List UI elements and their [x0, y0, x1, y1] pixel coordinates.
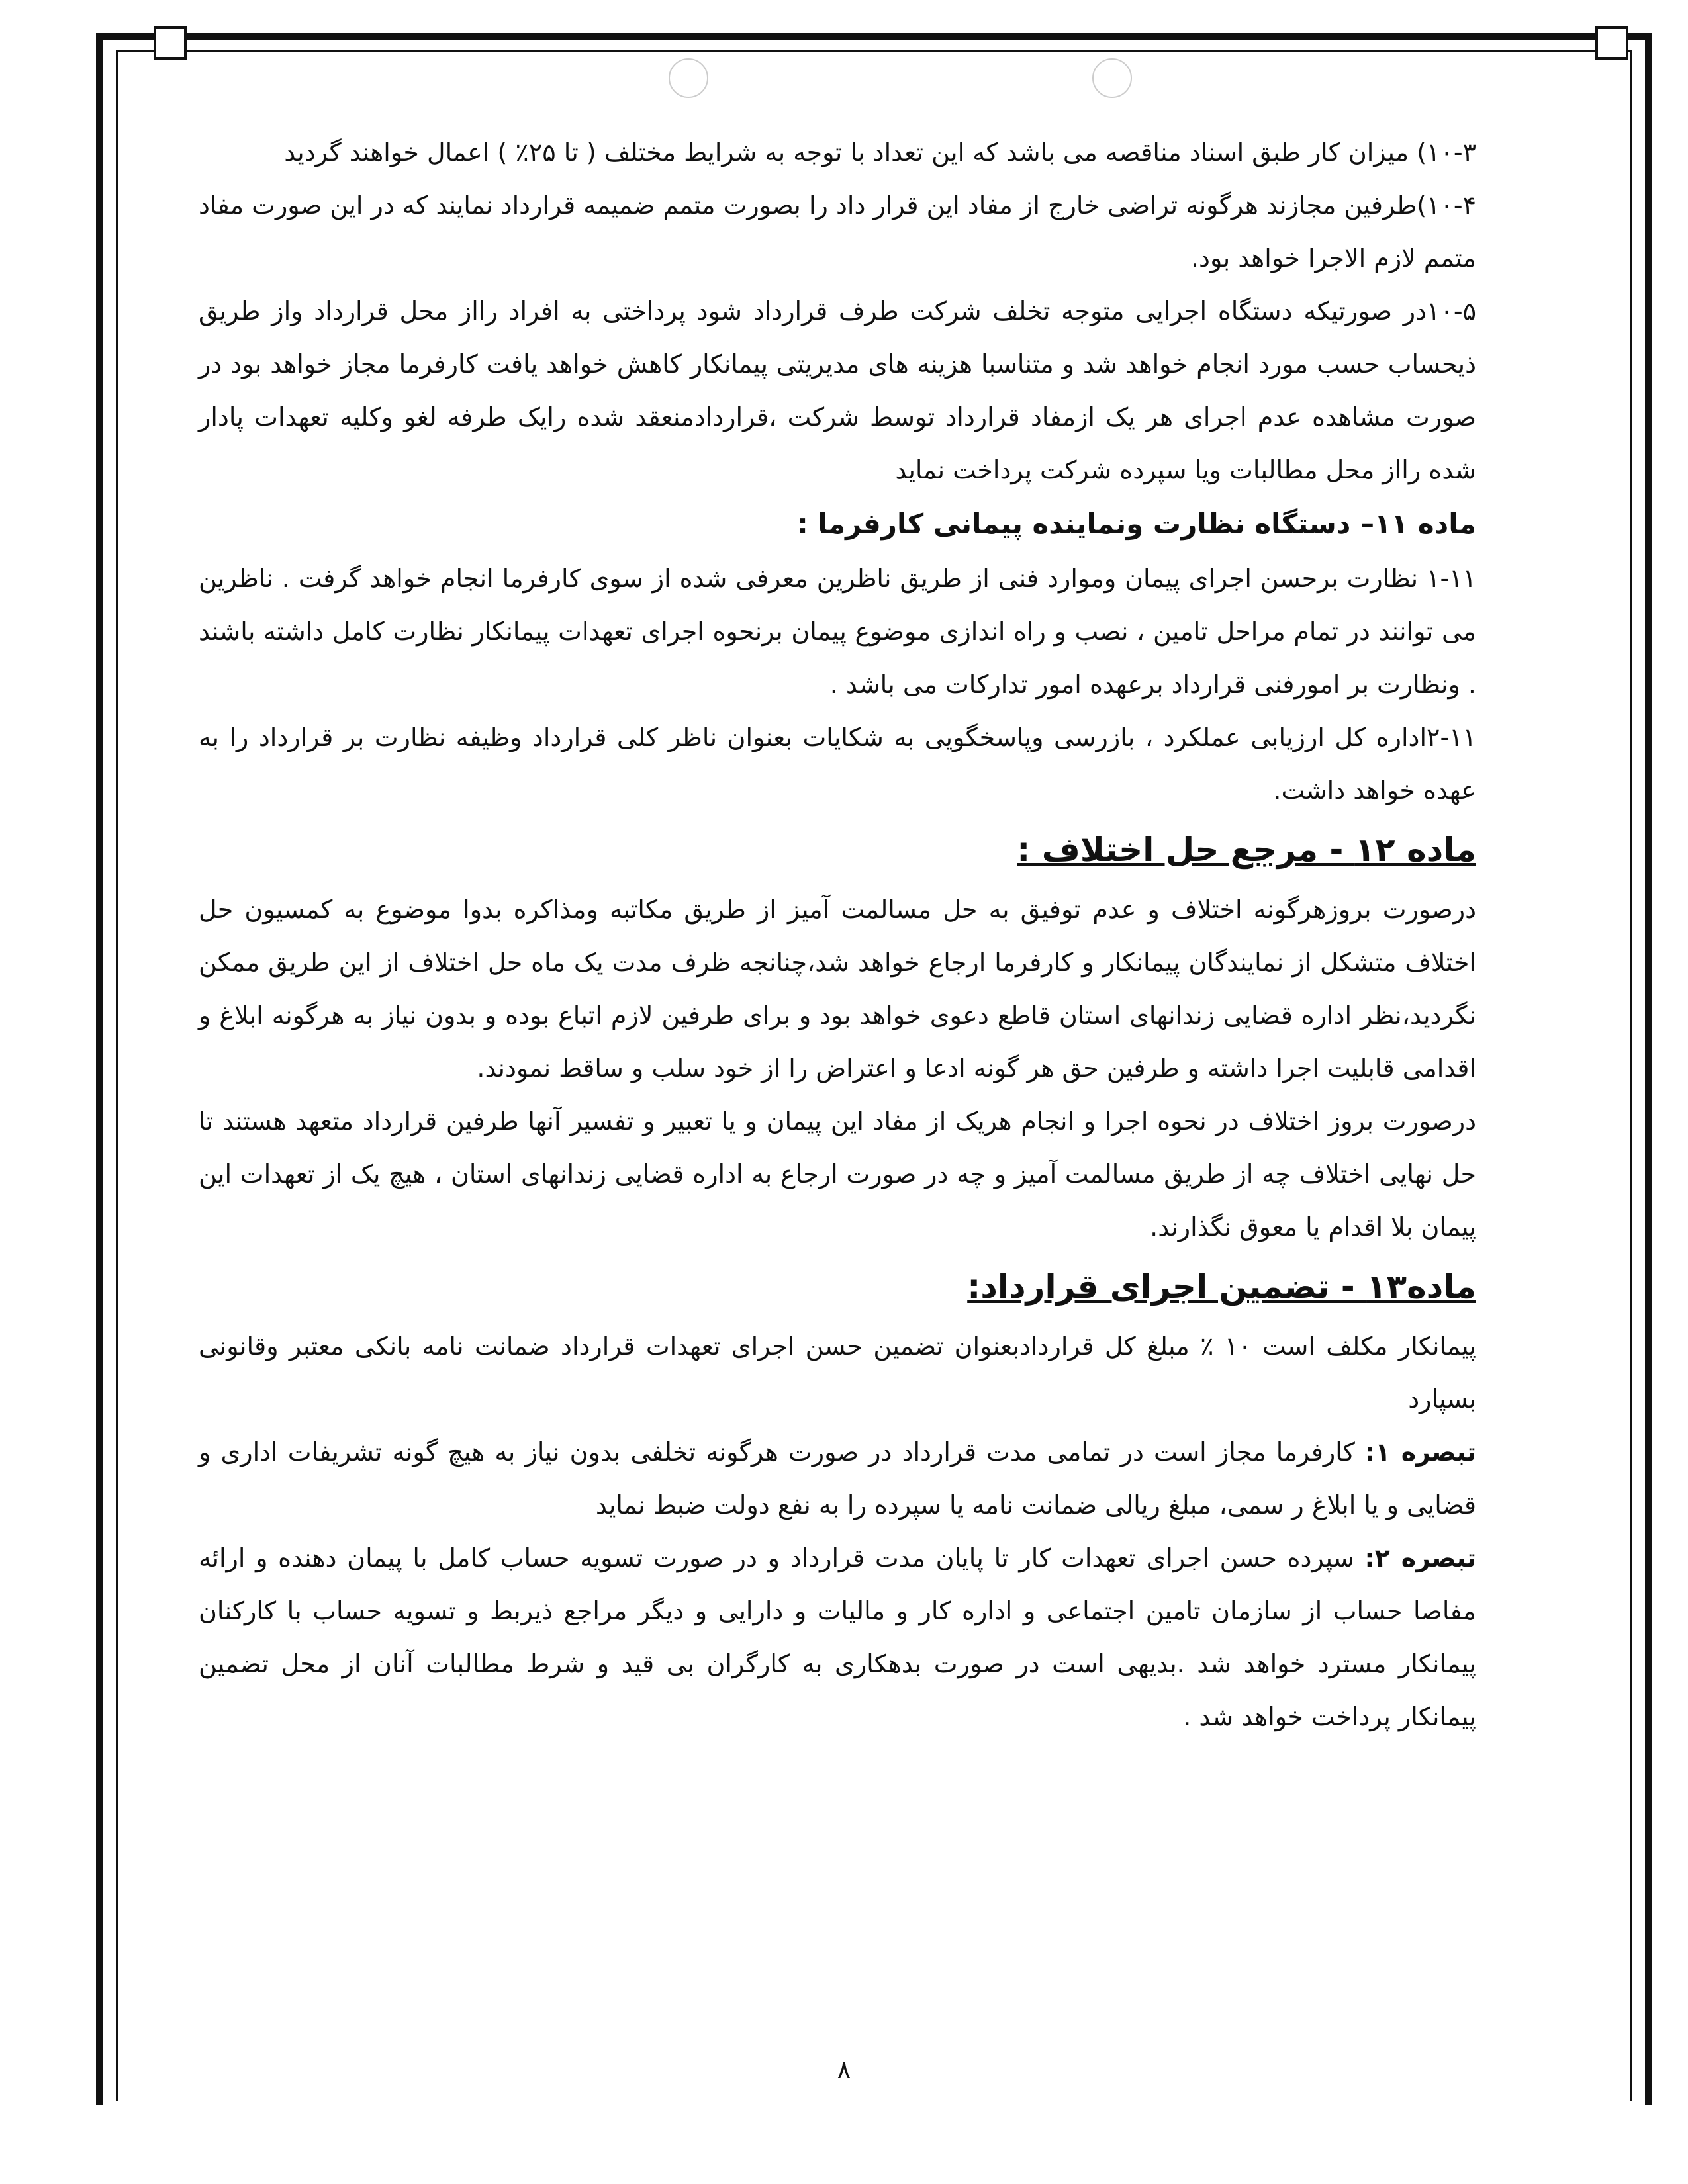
article-12-heading: ماده ۱۲ - مرجع حل اختلاف : [1017, 831, 1476, 869]
article-11-heading: ماده ۱۱– دستگاه نظارت ونماینده پیمانی کارفرما : [796, 508, 1476, 540]
article-12-paragraph-2: درصورت بروز اختلاف در نحوه اجرا و انجام هریک از مفاد این پیمان و یا تعبیر و تفسیر آنها طرفین قرارداد متعهد هستند تا حل نهایی اختلاف چه از طریق مسالمت آمیز و چه در صورت ارجاع به اداره قضایی زندانهای استان ، هیچ یک از تعهدات این پیمان بلا اقدام یا معوق نگذارند. [199, 1107, 1476, 1242]
punch-hole [1092, 58, 1132, 98]
punch-hole [669, 58, 708, 98]
clause-11-1: ۱-۱۱ نظارت برحسن اجرای پیمان وموارد فنی از طریق ناظرین معرفی شده از سوی کارفرما انجام خواهد گرفت . ناظرین می توانند در تمام مراحل تامین ، نصب و راه اندازی موضوع پیمان برنحوه اجرای تعهدات پیمانکار نظارت کامل داشته باشند . ونظارت بر امورفنی قرارداد برعهده امور تدارکات می باشد . [199, 564, 1476, 699]
note-1-text: کارفرما مجاز است در تمامی مدت قرارداد در صورت هرگونه تخلفی بدون نیاز به هیچ گونه تشریفات اداری و قضایی و یا ابلاغ ر سمی، مبلغ ریالی ضمانت نامه یا سپرده را به نفع دولت ضبط نماید [199, 1437, 1476, 1520]
document-body [199, 126, 1476, 1743]
note-1-label: تبصره ۱: [1365, 1437, 1476, 1467]
article-13-paragraph-1: پیمانکار مکلف است ۱۰ ٪ مبلغ کل قراردادبعنوان تضمین حسن اجرای تعهدات قرارداد ضمانت نامه بانکی معتبر وقانونی بسپارد [199, 1332, 1476, 1414]
page-number: ۸ [837, 2055, 851, 2084]
note-1 [199, 1426, 1476, 1531]
note-2-text: سپرده حسن اجرای تعهدات کار تا پایان مدت قرارداد و در صورت تسویه حساب کامل با پیمان دهنده و ارائه مفاصا حساب از سازمان تامین اجتماعی و اداره کار و مالیات و دارایی و دیگر مراجع ذیربط و تسویه حساب با کارکنان پیمانکار مسترد خواهد شد .بدیهی است در صورت بدهکاری به کارگران بی قید و شرط مطالبات آنان از محل تضمین پیمانکار پرداخت خواهد شد . [199, 1543, 1476, 1731]
border-corner-ornament [154, 26, 187, 60]
note-2 [199, 1531, 1476, 1743]
border-corner-ornament [1595, 26, 1628, 60]
clause-10-4: ۱۰-۴)طرفین مجازند هرگونه تراضی خارج از مفاد این قرار داد را بصورت متمم ضمیمه قرارداد نمایند که در این صورت مفاد متمم لازم الاجرا خواهد بود. [199, 191, 1476, 273]
clause-10-5: ۱۰-۵در صورتیکه دستگاه اجرایی متوجه تخلف شرکت طرف قرارداد شود پرداختی به افراد رااز محل قرارداد واز طریق ذیحساب حسب مورد انجام خواهد شد و متناسبا هزینه های مدیریتی پیمانکار کاهش خواهد یافت کارفرما مجاز خواهد بود در صورت مشاهده عدم اجرای هر یک ازمفاد قرارداد توسط شرکت ،قراردادمنعقد شده رایک طرفه لغو وکلیه تعهدات پادار شده رااز محل مطالبات ویا سپرده شرکت پرداخت نماید [199, 296, 1476, 484]
article-13-heading: ماده۱۳ - تضمین اجرای قرارداد: [967, 1267, 1476, 1306]
note-2-label: تبصره ۲: [1364, 1543, 1476, 1572]
article-12-paragraph-1: درصورت بروزهرگونه اختلاف و عدم توفیق به حل مسالمت آمیز از طریق مکاتبه ومذاکره بدوا موضوع به کمسیون حل اختلاف متشکل از نمایندگان پیمانکار و کارفرما ارجاع خواهد شد،چنانجه ظرف مدت یک ماه حل اختلاف از این طریق ممکن نگردید،نظر اداره قضایی زندانهای استان قاطع دعوی خواهد بود و برای طرفین لازم اتباع بوده و بدون نیاز به هرگونه ابلاغ و اقدامی قابلیت اجرا داشته و طرفین حق هر گونه ادعا و اعتراض را از خود سلب و ساقط نمودند. [199, 895, 1476, 1083]
clause-10-3: ۱۰-۳) میزان کار طبق اسناد مناقصه می باشد که این تعداد با توجه به شرایط مختلف ( تا ۲۵٪ ) اعمال خواهند گردید [284, 138, 1476, 167]
clause-11-2: ۲-۱۱اداره کل ارزیابی عملکرد ، بازرسی وپاسخگویی به شکایات بعنوان ناظر کلی قرارداد وظیفه نظارت بر قرارداد را به عهده خواهد داشت. [199, 723, 1476, 805]
